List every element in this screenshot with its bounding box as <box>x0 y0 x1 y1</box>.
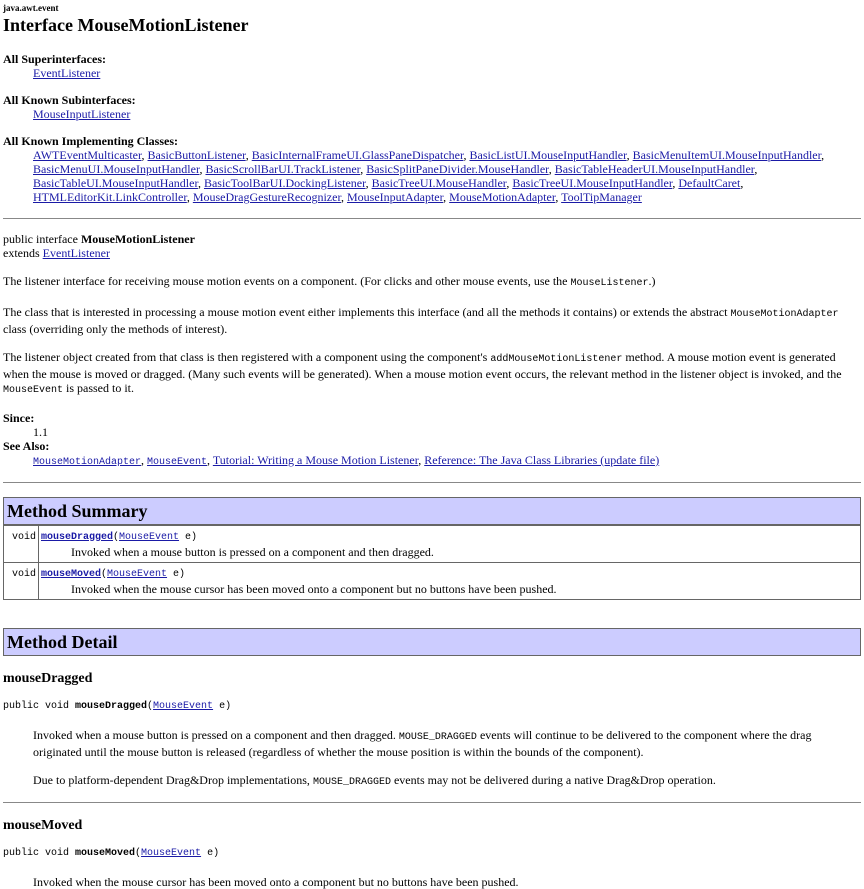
subinterfaces-section <box>3 93 861 121</box>
class-link[interactable]: DefaultCaret <box>678 176 741 190</box>
implementing-classes-label: All Known Implementing Classes: <box>3 134 179 148</box>
since-label: Since: <box>3 411 35 425</box>
param-type-link[interactable]: MouseEvent <box>119 532 180 543</box>
class-link[interactable]: MouseInputAdapter <box>346 190 444 204</box>
divider <box>3 482 861 483</box>
method-detail-header: Method Detail <box>3 628 861 656</box>
method-signature: public void mouseDragged(MouseEvent e) <box>3 701 232 712</box>
description-paragraph: The listener interface for receiving mouse motion events on a component. (For clicks and other mouse events, use the MouseListener.) <box>3 274 656 289</box>
superinterfaces-label: All Superinterfaces: <box>3 52 106 66</box>
class-link[interactable]: BasicInternalFrameUI.GlassPaneDispatcher <box>251 148 464 162</box>
subinterfaces-label: All Known Subinterfaces: <box>3 93 136 107</box>
interface-name: MouseMotionListener <box>80 232 195 246</box>
class-link[interactable]: AWTEventMulticaster <box>33 148 142 162</box>
table-row: void mouseMoved(MouseEvent e) Invoked when the mouse cursor has been moved onto a component but no buttons have been pushed. <box>4 563 861 600</box>
see-also-link[interactable]: MouseMotionAdapter <box>33 457 142 468</box>
class-link[interactable]: BasicListUI.MouseInputHandler <box>469 148 627 162</box>
class-link[interactable]: BasicScrollBarUI.TrackListener <box>205 162 361 176</box>
class-link[interactable]: BasicTreeUI.MouseHandler <box>371 176 507 190</box>
method-link-mousedragged[interactable]: mouseDragged <box>41 532 114 543</box>
page-title: Interface MouseMotionListener <box>3 15 249 35</box>
method-summary-header: Method Summary <box>3 497 861 525</box>
param-type-link[interactable]: MouseEvent <box>141 848 202 859</box>
class-link[interactable]: BasicTableUI.MouseInputHandler <box>33 176 198 190</box>
class-link[interactable]: ToolTipManager <box>561 190 642 204</box>
method-description: Invoked when the mouse cursor has been moved onto a component but no buttons have been pushed. <box>33 875 519 889</box>
param-type-link[interactable]: MouseEvent <box>107 569 168 580</box>
description-paragraph: The class that is interested in processing a mouse motion event either implements this interface (and all the methods it contains) or extends the abstract MouseMotionAdapter class (overriding only the methods of interest). <box>3 305 839 336</box>
param-type-link[interactable]: MouseEvent <box>153 701 214 712</box>
subinterface-link[interactable]: MouseInputListener <box>33 107 131 121</box>
class-link[interactable]: BasicSplitPaneDivider.MouseHandler <box>366 162 549 176</box>
table-row: void mouseDragged(MouseEvent e) Invoked when a mouse button is pressed on a component and then dragged. <box>4 526 861 563</box>
method-signature: public void mouseMoved(MouseEvent e) <box>3 848 220 859</box>
class-link[interactable]: BasicButtonListener <box>147 148 246 162</box>
class-link[interactable]: BasicTableHeaderUI.MouseInputHandler <box>554 162 755 176</box>
method-name-mousedragged: mouseDragged <box>3 671 93 686</box>
superinterfaces-section <box>3 52 861 80</box>
since-value: 1.1 <box>33 425 48 439</box>
see-also-label: See Also: <box>3 439 50 453</box>
method-summary-desc: Invoked when the mouse cursor has been moved onto a component but no buttons have been pushed. <box>71 582 557 596</box>
class-link[interactable]: BasicMenuItemUI.MouseInputHandler <box>632 148 822 162</box>
method-summary-desc: Invoked when a mouse button is pressed on a component and then dragged. <box>71 545 434 559</box>
since-section <box>3 411 861 470</box>
class-link[interactable]: BasicTreeUI.MouseInputHandler <box>512 176 673 190</box>
method-summary-table <box>3 525 861 600</box>
see-also-link[interactable]: Reference: The Java Class Libraries (update file) <box>424 453 660 467</box>
method-link-mousemoved[interactable]: mouseMoved <box>41 569 102 580</box>
package-name: java.awt.event <box>3 3 59 13</box>
implementing-classes-list: AWTEventMulticaster, BasicButtonListener, BasicInternalFrameUI.GlassPaneDispatcher, BasicListUI.MouseInputHandler, BasicMenuItemUI.MouseInputHandler, BasicMenuUI.MouseInputHandler, BasicScrollBarUI.TrackListener, BasicSplitPaneDivider.MouseHandler, BasicTableHeaderUI.MouseInputHandler, BasicTableUI.MouseInputHandler, BasicToolBarUI.DockingListener, BasicTreeUI.MouseHandler, BasicTreeUI.MouseInputHandler, DefaultCaret, HTMLEditorKit.LinkController, MouseDragGestureRecognizer, MouseInputAdapter, MouseMotionAdapter, ToolTipManager <box>33 148 825 204</box>
superinterface-link[interactable]: EventListener <box>33 66 101 80</box>
class-link[interactable]: MouseMotionAdapter <box>449 190 556 204</box>
method-name-mousemoved: mouseMoved <box>3 818 83 833</box>
class-link[interactable]: BasicMenuUI.MouseInputHandler <box>33 162 200 176</box>
see-also-links: MouseMotionAdapter, MouseEvent, Tutorial: Writing a Mouse Motion Listener, Reference: The Java Class Libraries (update file) <box>33 453 660 468</box>
see-also-link[interactable]: Tutorial: Writing a Mouse Motion Listener <box>212 453 419 467</box>
method-description: Invoked when a mouse button is pressed on a component and then dragged. MOUSE_DRAGGED events will continue to be delivered to the component where the drag originated until the mouse button is released (regardless of whether the mouse position is within the bounds of the component). Due to platform-dependent Drag&Drop implementations, MOUSE_DRAGGED events may not be delivered during a native Drag&Drop operation. <box>33 728 812 788</box>
class-link[interactable]: MouseDragGestureRecognizer <box>192 190 341 204</box>
see-also-link[interactable]: MouseEvent <box>147 457 208 468</box>
class-link[interactable]: HTMLEditorKit.LinkController <box>33 190 187 204</box>
implementing-classes-section <box>3 134 861 204</box>
divider <box>3 218 861 219</box>
class-link[interactable]: BasicToolBarUI.DockingListener <box>203 176 366 190</box>
extends-link[interactable]: EventListener <box>42 246 110 260</box>
divider <box>3 802 861 803</box>
description-paragraph: The listener object created from that class is then registered with a component using the component's addMouseMotionListener method. A mouse motion event is generated when the mouse is moved or dragged. (Many such events will be generated). When a mouse motion event occurs, the relevant method in the listener object is invoked, and the MouseEvent is passed to it. <box>3 350 842 396</box>
interface-declaration: public interface MouseMotionListener extends EventListener <box>3 232 195 260</box>
